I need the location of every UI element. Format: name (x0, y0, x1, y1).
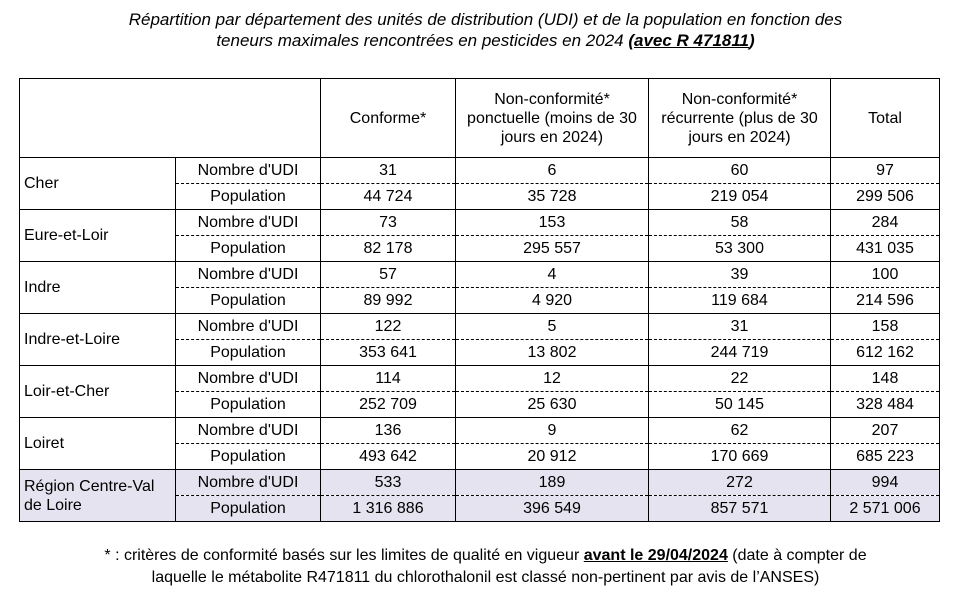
metric-label-udi: Nombre d'UDI (176, 470, 321, 496)
table-row-cher-udi (20, 158, 940, 184)
title-paren-close: ) (749, 31, 755, 50)
udi-value-cell: 153 (456, 210, 649, 236)
metric-label-population: Population (176, 184, 321, 210)
metric-label-population: Population (176, 444, 321, 470)
header-spacer (20, 79, 321, 158)
population-value-cell: 353 641 (321, 340, 456, 366)
population-value-cell: 170 669 (649, 444, 831, 470)
population-value-cell: 685 223 (831, 444, 940, 470)
table-row-indre-et-loire-udi (20, 314, 940, 340)
udi-value-cell: 100 (831, 262, 940, 288)
population-total-cell: 1 316 886 (321, 496, 456, 522)
udi-value-cell: 62 (649, 418, 831, 444)
table-row-loiret-udi (20, 418, 940, 444)
udi-value-cell: 39 (649, 262, 831, 288)
udi-value-cell: 148 (831, 366, 940, 392)
udi-value-cell: 207 (831, 418, 940, 444)
population-value-cell: 244 719 (649, 340, 831, 366)
udi-value-cell: 158 (831, 314, 940, 340)
population-value-cell: 252 709 (321, 392, 456, 418)
udi-value-cell: 9 (456, 418, 649, 444)
udi-total-cell: 994 (831, 470, 940, 496)
population-value-cell: 44 724 (321, 184, 456, 210)
metric-label-population: Population (176, 340, 321, 366)
udi-value-cell: 57 (321, 262, 456, 288)
population-value-cell: 431 035 (831, 236, 940, 262)
population-total-cell: 857 571 (649, 496, 831, 522)
metric-label-population: Population (176, 288, 321, 314)
metric-label-population: Population (176, 496, 321, 522)
udi-value-cell: 136 (321, 418, 456, 444)
population-value-cell: 13 802 (456, 340, 649, 366)
footnote-line2: laquelle le métabolite R471811 du chlorothalonil est classé non-pertinent par avis de l’ANSES) (151, 569, 820, 586)
population-value-cell: 295 557 (456, 236, 649, 262)
population-value-cell: 82 178 (321, 236, 456, 262)
footnote-part1: * : critères de conformité basés sur les limites de qualité en vigueur (104, 547, 584, 564)
metric-label-population: Population (176, 236, 321, 262)
udi-value-cell: 22 (649, 366, 831, 392)
footnote (0, 545, 971, 589)
population-value-cell: 612 162 (831, 340, 940, 366)
title-highlight: avec R 471811 (634, 31, 750, 50)
udi-total-cell: 189 (456, 470, 649, 496)
footnote-highlight: avant le 29/04/2024 (583, 547, 728, 564)
col-header-conforme: Conforme* (321, 79, 456, 158)
title-line1: Répartition par département des unités de distribution (UDI) et de la population en fonction des (128, 10, 843, 29)
udi-value-cell: 114 (321, 366, 456, 392)
population-value-cell: 89 992 (321, 288, 456, 314)
population-value-cell: 299 506 (831, 184, 940, 210)
population-value-cell: 35 728 (456, 184, 649, 210)
population-value-cell: 219 054 (649, 184, 831, 210)
population-value-cell: 119 684 (649, 288, 831, 314)
population-total-cell: 2 571 006 (831, 496, 940, 522)
udi-value-cell: 60 (649, 158, 831, 184)
col-header-nonconf-recurrente: Non-conformité* récurrente (plus de 30 jours en 2024) (649, 79, 831, 158)
metric-label-udi: Nombre d'UDI (176, 314, 321, 340)
population-value-cell: 493 642 (321, 444, 456, 470)
population-value-cell: 20 912 (456, 444, 649, 470)
title-paren-open: ( (628, 31, 634, 50)
population-value-cell: 25 630 (456, 392, 649, 418)
metric-label-udi: Nombre d'UDI (176, 262, 321, 288)
udi-total-cell: 272 (649, 470, 831, 496)
population-value-cell: 328 484 (831, 392, 940, 418)
col-header-nonconf-ponctuelle: Non-conformité* ponctuelle (moins de 30 jours en 2024) (456, 79, 649, 158)
table-row-eure-et-loir-udi (20, 210, 940, 236)
udi-value-cell: 6 (456, 158, 649, 184)
header-row (20, 79, 940, 158)
department-cell-region: Région Centre-Val de Loire (20, 470, 176, 522)
population-value-cell: 53 300 (649, 236, 831, 262)
metric-label-udi: Nombre d'UDI (176, 158, 321, 184)
title-line2: teneurs maximales rencontrées en pesticides en 2024 (216, 31, 629, 50)
udi-total-cell: 533 (321, 470, 456, 496)
population-total-cell: 396 549 (456, 496, 649, 522)
table-row-loir-et-cher-udi (20, 366, 940, 392)
udi-value-cell: 73 (321, 210, 456, 236)
table-row-region-udi (20, 470, 940, 496)
udi-value-cell: 122 (321, 314, 456, 340)
udi-value-cell: 97 (831, 158, 940, 184)
udi-value-cell: 5 (456, 314, 649, 340)
footnote-part2: (date à compter de (727, 547, 867, 564)
udi-value-cell: 31 (321, 158, 456, 184)
department-cell: Eure-et-Loir (20, 210, 176, 262)
udi-value-cell: 284 (831, 210, 940, 236)
udi-population-table (19, 78, 940, 522)
department-cell: Indre-et-Loire (20, 314, 176, 366)
metric-label-udi: Nombre d'UDI (176, 210, 321, 236)
metric-label-population: Population (176, 392, 321, 418)
population-value-cell: 214 596 (831, 288, 940, 314)
udi-value-cell: 12 (456, 366, 649, 392)
udi-value-cell: 4 (456, 262, 649, 288)
department-cell: Cher (20, 158, 176, 210)
col-header-total: Total (831, 79, 940, 158)
department-cell: Indre (20, 262, 176, 314)
page-title (0, 9, 971, 51)
department-cell: Loiret (20, 418, 176, 470)
metric-label-udi: Nombre d'UDI (176, 418, 321, 444)
department-cell: Loir-et-Cher (20, 366, 176, 418)
udi-value-cell: 58 (649, 210, 831, 236)
udi-value-cell: 31 (649, 314, 831, 340)
population-value-cell: 50 145 (649, 392, 831, 418)
population-value-cell: 4 920 (456, 288, 649, 314)
table-row-indre-udi (20, 262, 940, 288)
metric-label-udi: Nombre d'UDI (176, 366, 321, 392)
